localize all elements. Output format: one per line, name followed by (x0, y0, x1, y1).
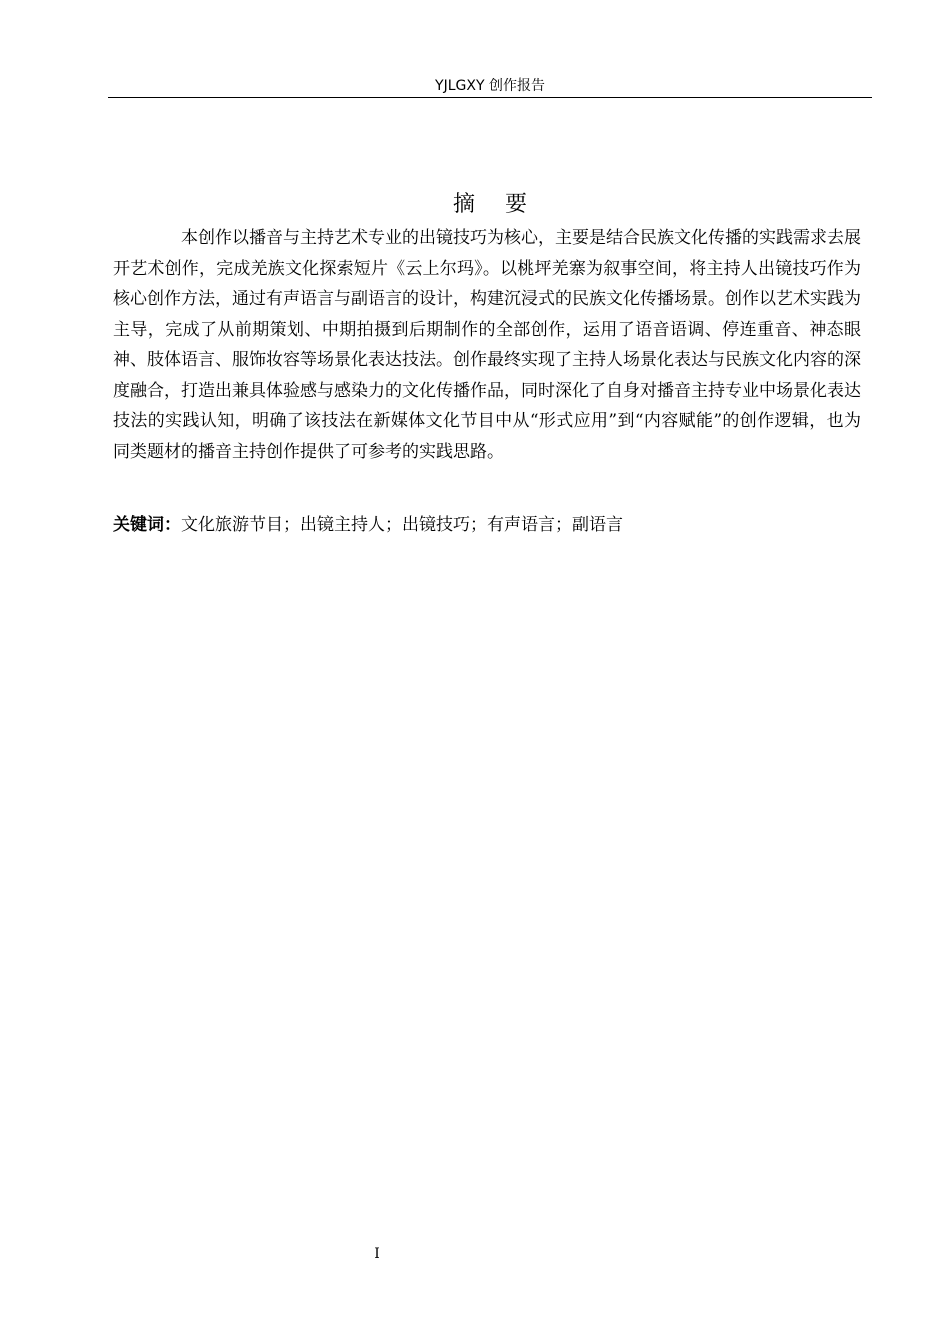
keywords-label: 关键词： (113, 515, 181, 535)
header-divider (108, 97, 872, 98)
abstract-paragraph: 本创作以播音与主持艺术专业的出镜技巧为核心，主要是结合民族文化传播的实践需求去展开艺术创作，完成羌族文化探索短片《云上尔玛》。以桃坪羌寨为叙事空间，将主持人出镜技巧作为核心创作方法，通过有声语言与副语言的设计，构建沉浸式的民族文化传播场景。创作以艺术实践为主导，完成了从前期策划、中期拍摄到后期制作的全部创作，运用了语音语调、停连重音、神态眼神、肢体语言、服饰妆容等场景化表达技法。创作最终实现了主持人场景化表达与民族文化内容的深度融合，打造出兼具体验感与感染力的文化传播作品，同时深化了自身对播音主持专业中场景化表达技法的实践认知，明确了该技法在新媒体文化节目中从“形式应用”到“内容赋能”的创作逻辑，也为同类题材的播音主持创作提供了可参考的实践思路。 (113, 228, 861, 462)
keywords-line (113, 510, 861, 540)
abstract-title: 摘要 (452, 192, 557, 217)
keywords-list: 文化旅游节目；出镜主持人；出镜技巧；有声语言；副语言 (181, 515, 623, 535)
running-header: YJLGXY 创作报告 (435, 78, 545, 94)
page-number: I (374, 1246, 380, 1262)
